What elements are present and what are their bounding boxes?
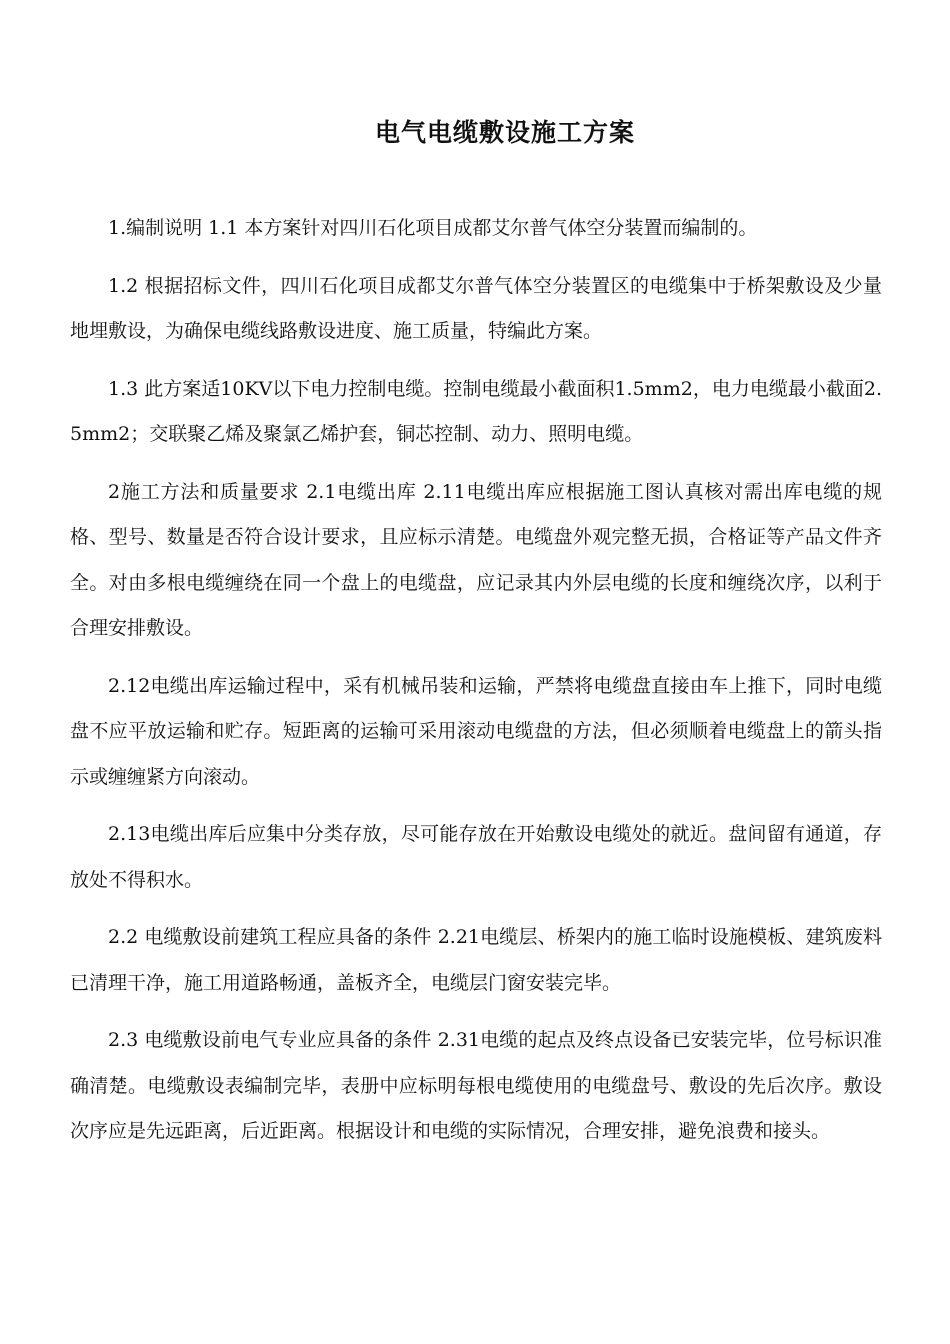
paragraph-4: 2施工方法和质量要求 2.1电缆出库 2.11电缆出库应根据施工图认真核对需出库电缆的规格、型号、数量是否符合设计要求，且应标示清楚。电缆盘外观完整无损，合格证等产品文件齐全。对由多根电缆缠绕在同一个盘上的电缆盘，应记录其内外层电缆的长度和缠绕次序，以利于合理安排敷设。 <box>70 480 882 639</box>
paragraph-8: 2.3 电缆敷设前电气专业应具备的条件 2.31电缆的起点及终点设备已安装完毕，位号标识准确清楚。电缆敷设表编制完毕，表册中应标明每根电缆使用的电缆盘号、敷设的先后次序。敷设次序应是先远距离，后近距离。根据设计和电缆的实际情况，合理安排，避免浪费和接头。 <box>70 1029 882 1142</box>
paragraph-7: 2.2 电缆敷设前建筑工程应具备的条件 2.21电缆层、桥架内的施工临时设施模板、建筑废料已清理干净，施工用道路畅通，盖板齐全，电缆层门窗安装完毕。 <box>70 926 882 994</box>
document-title: 电气电缆敷设施工方案 <box>374 117 635 147</box>
paragraph-6: 2.13电缆出库后应集中分类存放，尽可能存放在开始敷设电缆处的就近。盘间留有通道，存放处不得积水。 <box>70 823 882 891</box>
document-body <box>70 206 882 1167</box>
paragraph-2: 1.2 根据招标文件，四川石化项目成都艾尔普气体空分装置区的电缆集中于桥架敷设及少量地埋敷设，为确保电缆线路敷设进度、施工质量，特编此方案。 <box>70 274 882 342</box>
paragraph-3: 1.3 此方案适10KV以下电力控制电缆。控制电缆最小截面积1.5mm2，电力电缆最小截面2.5mm2；交联聚乙烯及聚氯乙烯护套，铜芯控制、动力、照明电缆。 <box>70 377 882 445</box>
paragraph-1: 1.编制说明 1.1 本方案针对四川石化项目成都艾尔普气体空分装置而编制的。 <box>108 217 758 239</box>
paragraph-5: 2.12电缆出库运输过程中，采有机械吊装和运输，严禁将电缆盘直接由车上推下，同时电缆盘不应平放运输和贮存。短距离的运输可采用滚动电缆盘的方法，但必须顺着电缆盘上的箭头指示或缠缠紧方向滚动。 <box>70 674 882 788</box>
